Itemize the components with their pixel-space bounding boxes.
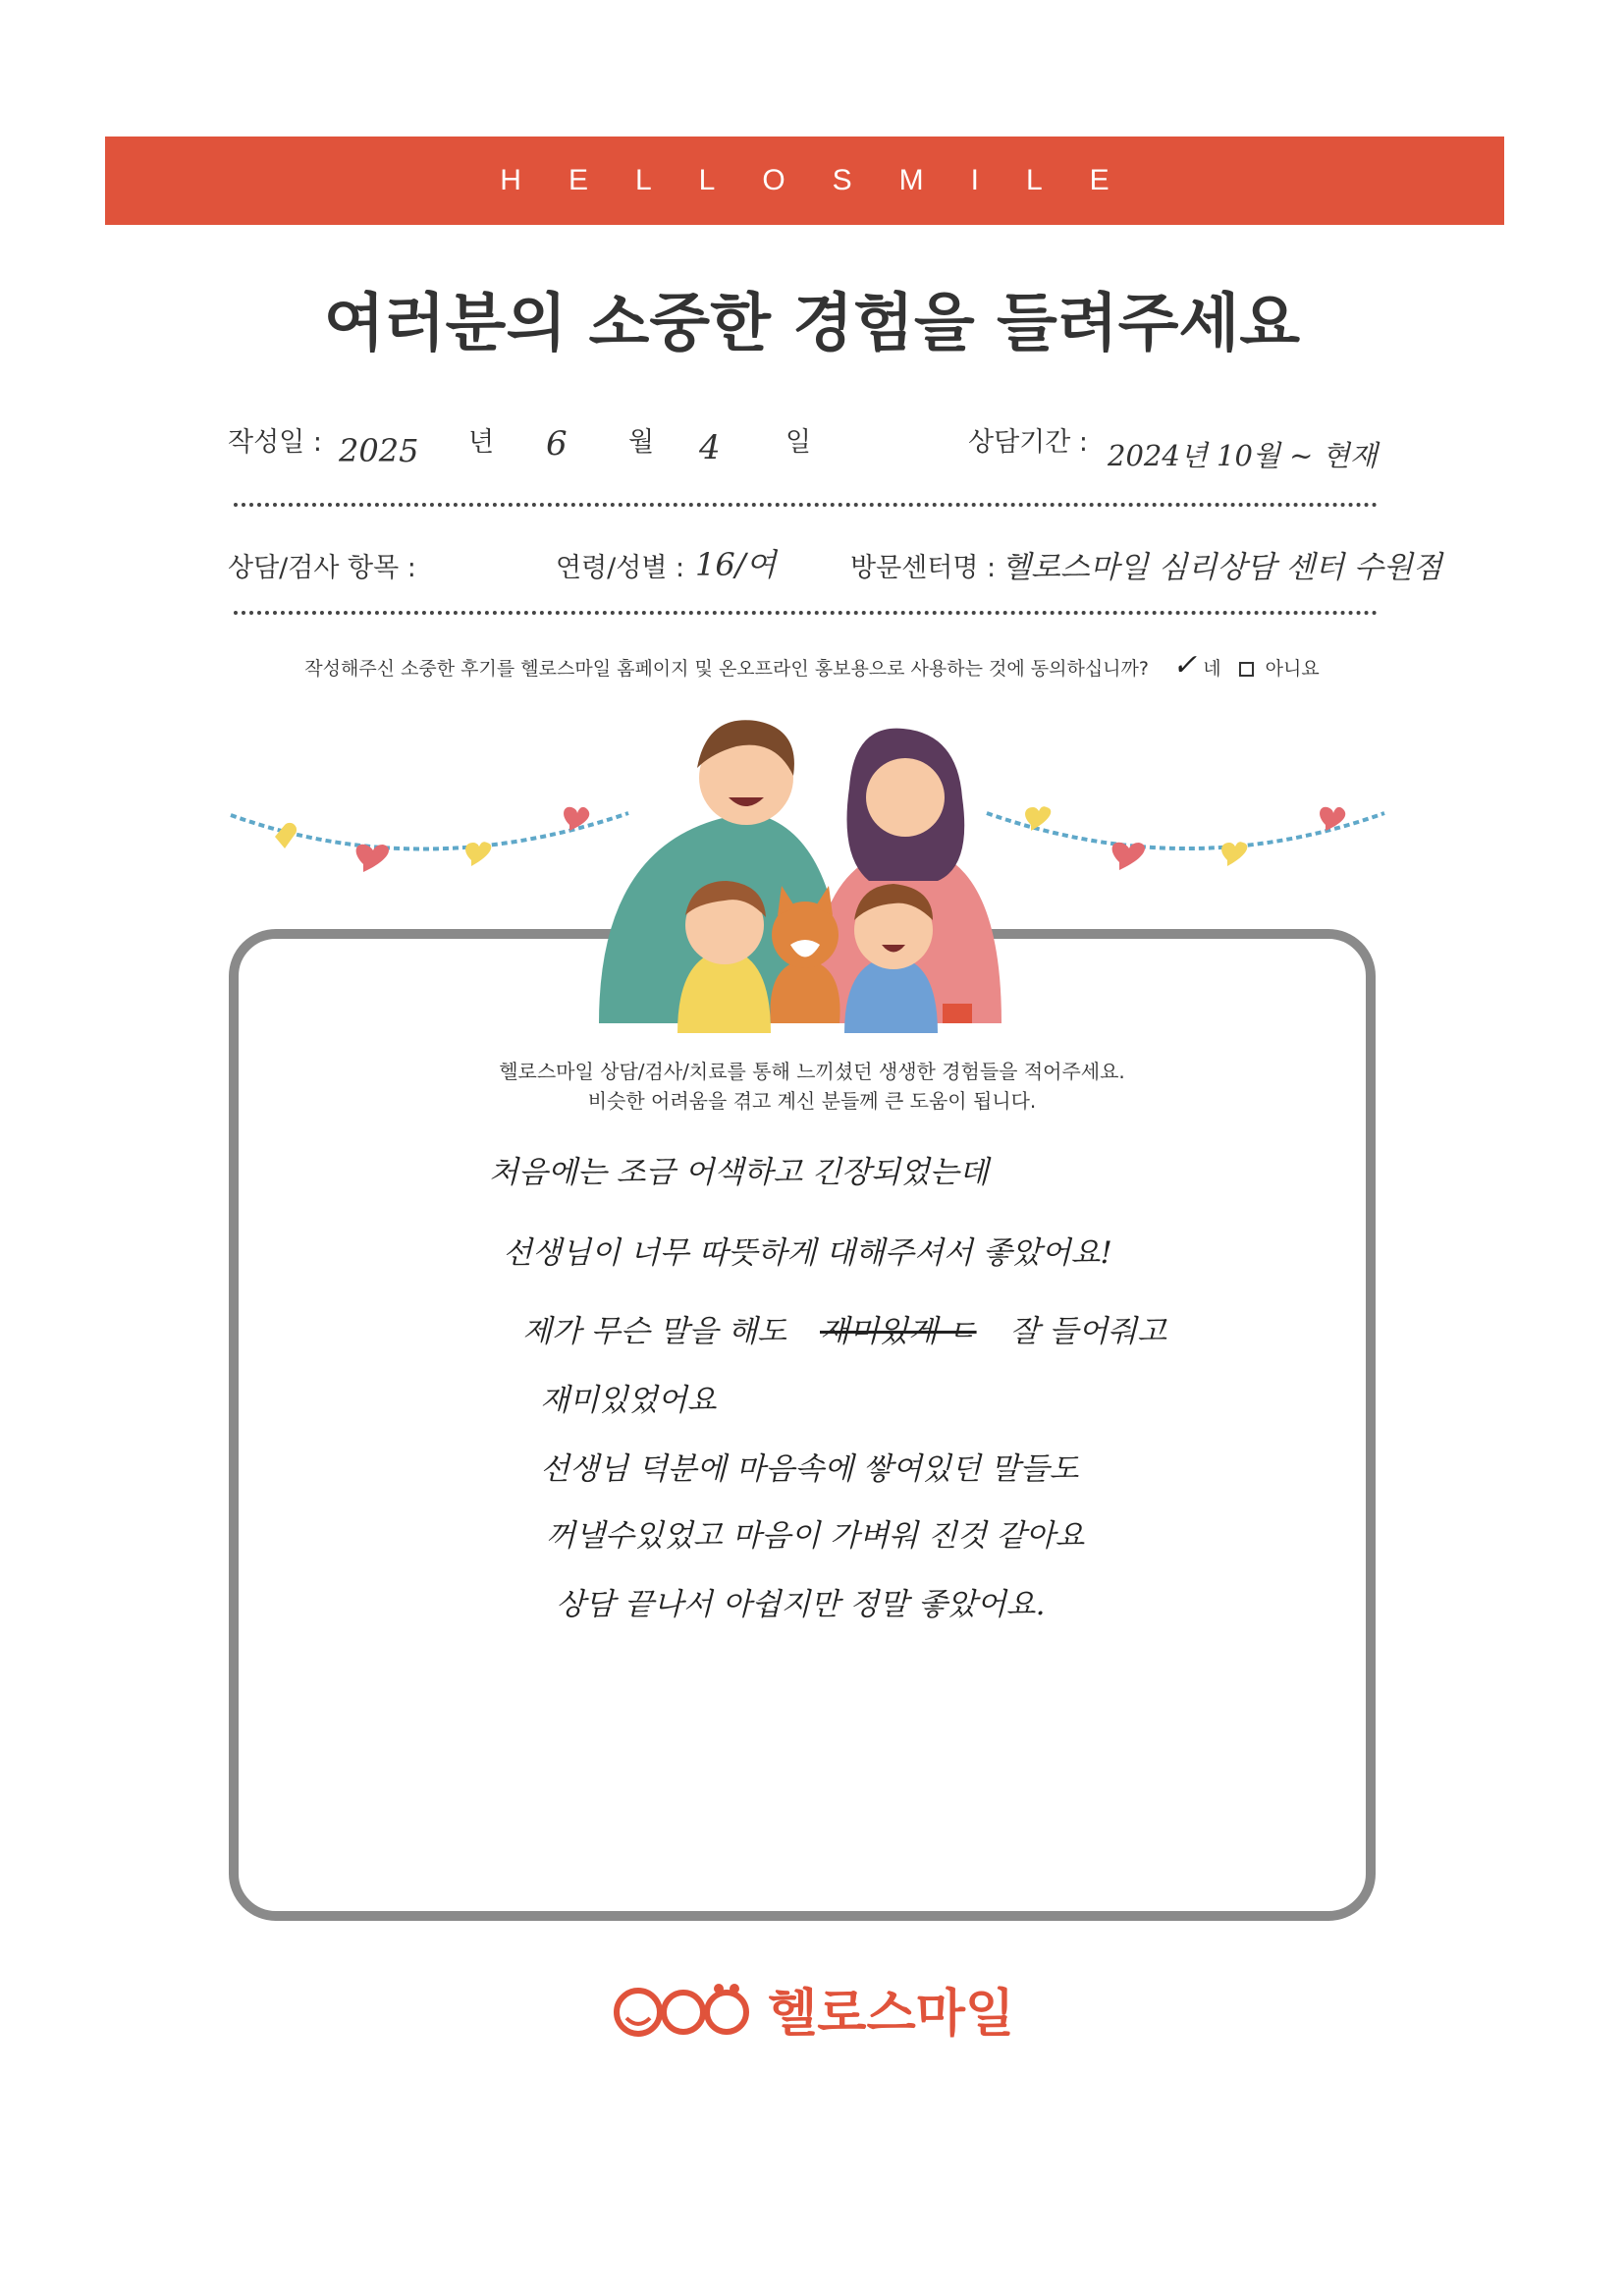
review-line-5: 선생님 덕분에 마음속에 쌓여있던 말들도 <box>540 1451 1079 1487</box>
consent-question: 작성해주신 소중한 후기를 헬로스마일 홈페이지 및 온오프라인 홍보용으로 사용하는 것에 동의하십니까? <box>304 658 1149 680</box>
page-title: 여러분의 소중한 경험을 들려주세요 <box>323 288 1301 360</box>
month-value: 6 <box>546 424 568 464</box>
date-label: 작성일 : <box>228 427 322 458</box>
footer-logo-text: 헬로스마일 <box>768 1985 1015 2044</box>
divider-1 <box>234 503 1378 507</box>
review-line-3 <box>522 1306 1166 1350</box>
instructions <box>0 1057 1624 1116</box>
period-value: 2024년 10월 ~ 현재 <box>1108 439 1378 472</box>
consent-no-checkbox[interactable] <box>1239 662 1254 677</box>
consent-row <box>0 648 1624 683</box>
footer-logo <box>609 1972 1014 2046</box>
period-label: 상담기간 : <box>968 427 1089 458</box>
items-label: 상담/검사 항목 : <box>228 553 416 583</box>
review-line-3-end: 잘 들어줘고 <box>1009 1314 1167 1349</box>
instructions-line-1: 헬로스마일 상담/검사/치료를 통해 느끼셨던 생생한 경험들을 적어주세요. <box>499 1060 1125 1083</box>
check-mark: ✓ <box>1172 648 1198 683</box>
review-line-6: 꺼낼수있었고 마음이 가벼워 진것 같아요 <box>546 1518 1085 1554</box>
banner-text: HELLOSMILE <box>500 164 1157 196</box>
review-line-3-start: 제가 무슨 말을 해도 <box>522 1314 787 1349</box>
consent-yes-label: 네 <box>1203 658 1221 680</box>
garland-right-icon <box>982 786 1394 894</box>
review-line-1: 처음에는 조금 어색하고 긴장되었는데 <box>489 1155 989 1190</box>
year-value: 2025 <box>339 432 419 469</box>
header-banner <box>105 137 1504 225</box>
age-gender-value: 16/여 <box>695 546 777 583</box>
smile-logo-icon <box>609 1975 756 2044</box>
consent-no-label: 아니요 <box>1265 658 1320 680</box>
day-unit: 일 <box>785 427 812 458</box>
review-line-4: 재미있었어요 <box>540 1383 717 1418</box>
day-value: 4 <box>699 428 721 467</box>
center-value: 헬로스마일 심리상담 센터 수원점 <box>1001 550 1442 585</box>
center-label: 방문센터명 : <box>850 553 997 583</box>
garland-left-icon <box>226 786 638 894</box>
review-line-3-struck: 재미있게 ㄷ <box>820 1314 977 1349</box>
month-unit: 월 <box>628 427 655 458</box>
age-gender-label: 연령/성별 : <box>556 553 685 583</box>
review-line-2: 선생님이 너무 따뜻하게 대해주셔서 좋았어요! <box>503 1235 1112 1271</box>
review-line-7: 상담 끝나서 아쉽지만 정말 좋았어요. <box>556 1587 1046 1622</box>
divider-2 <box>234 611 1378 615</box>
family-illustration-icon <box>599 699 1011 1033</box>
instructions-line-2: 비슷한 어려움을 겪고 계신 분들께 큰 도움이 됩니다. <box>587 1089 1037 1113</box>
year-unit: 년 <box>468 427 495 458</box>
